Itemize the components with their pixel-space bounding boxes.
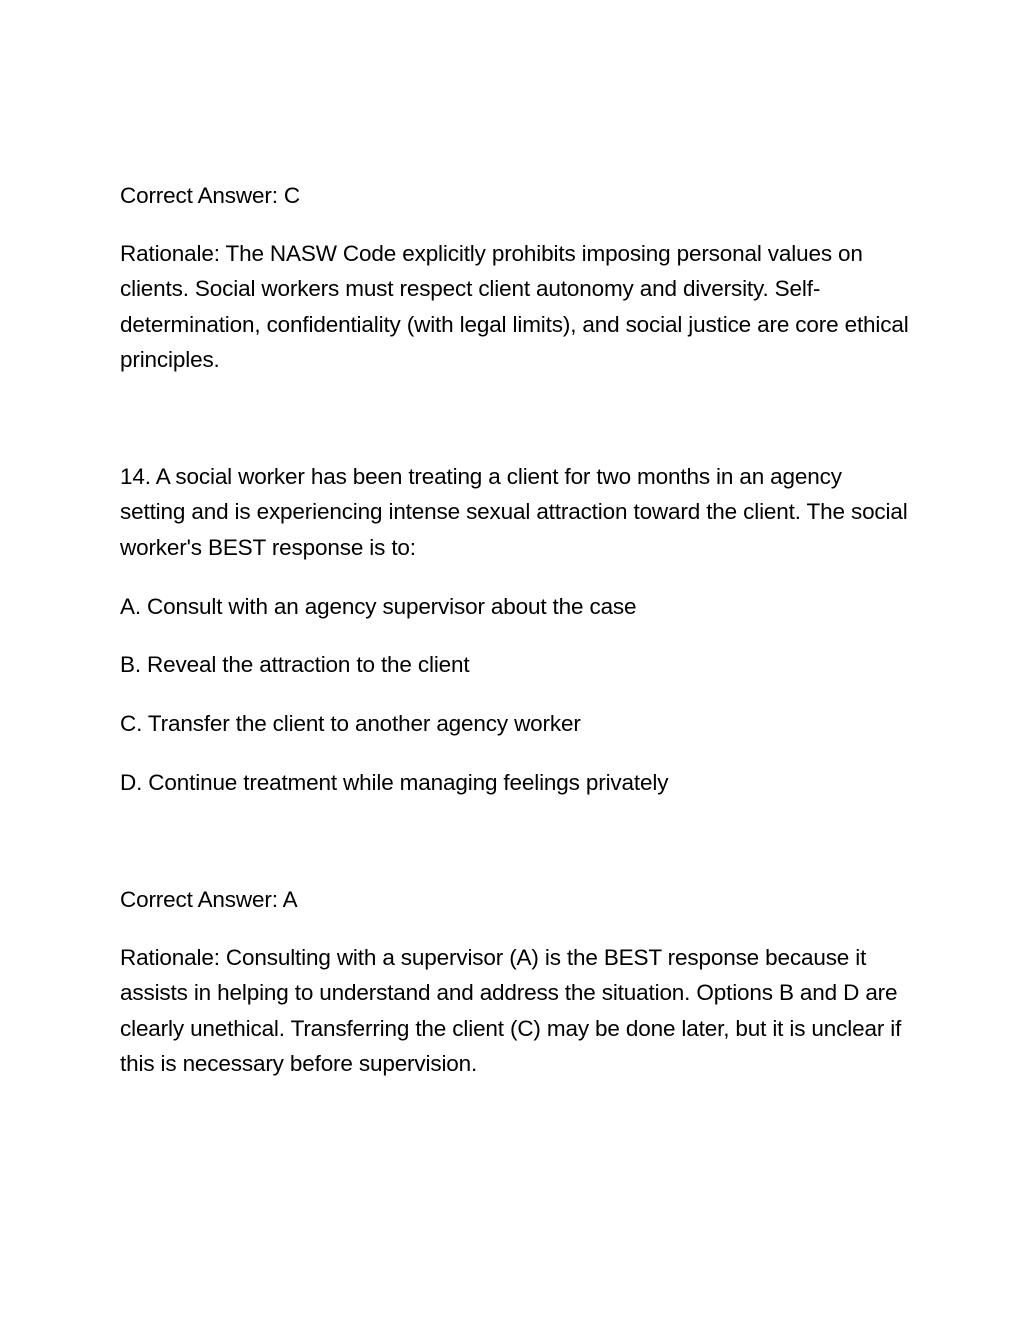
question-stem: 14. A social worker has been treating a client for two months in an agency setting and is experiencing intense sexual attraction toward the client. The social worker's BEST response is to:	[120, 464, 908, 560]
option-c: C. Transfer the client to another agency worker	[120, 711, 581, 736]
previous-rationale: Rationale: The NASW Code explicitly prohibits imposing personal values on clients. Social workers must respect client autonomy and diversity. Self-determination, confidentiality (with legal limits), and social justice are core ethical principles.	[120, 241, 909, 372]
previous-correct-answer: Correct Answer: C	[120, 183, 300, 208]
option-d: D. Continue treatment while managing feelings privately	[120, 770, 669, 795]
option-a: A. Consult with an agency supervisor about the case	[120, 594, 637, 619]
rationale: Rationale: Consulting with a supervisor (A) is the BEST response because it assists in helping to understand and address the situation. Options B and D are clearly unethical. Transferring the client (C) may be done later, but it is unclear if this is necessary before supervision.	[120, 945, 902, 1076]
option-b: B. Reveal the attraction to the client	[120, 652, 470, 677]
correct-answer: Correct Answer: A	[120, 887, 298, 912]
